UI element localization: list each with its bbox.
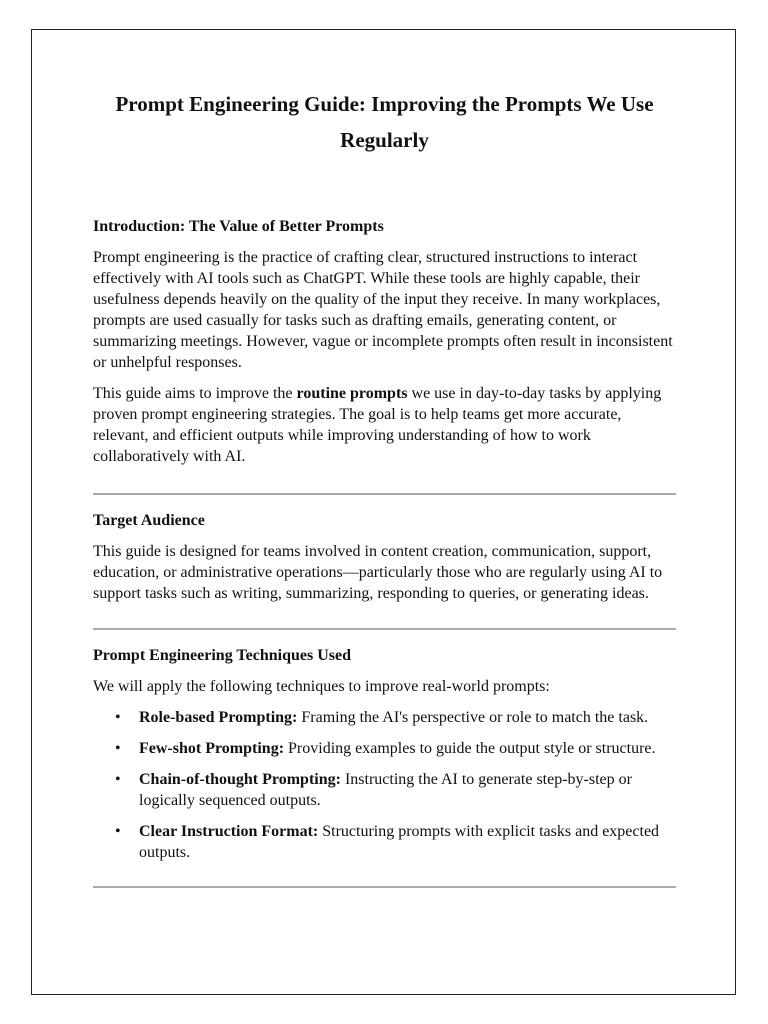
audience-paragraph: This guide is designed for teams involved in content creation, communication, support, education, or administrative operations—particularly those who are regularly using AI to support tasks such as writing, summarizing, responding to queries, or generating ideas. (93, 543, 663, 602)
technique-term: Clear Instruction Format: (139, 823, 319, 840)
list-item (93, 769, 676, 811)
list-item (93, 821, 676, 863)
bullet-icon: • (115, 771, 121, 788)
list-item (93, 707, 676, 728)
intro-p2-text-start: This guide aims to improve the (93, 385, 297, 402)
document-content (93, 86, 676, 888)
techniques-list (93, 707, 676, 863)
audience-heading: Target Audience (93, 512, 205, 529)
section-divider (93, 493, 676, 495)
intro-paragraph-1: Prompt engineering is the practice of crafting clear, structured instructions to interact effectively with AI tools such as ChatGPT. While these tools are highly capable, their usefulness depends heavily on the quality of the input they receive. In many workplaces, prompts are used casually for tasks such as drafting emails, generating content, or summarizing meetings. However, vague or incomplete prompts often result in inconsistent or unhelpful responses. (93, 249, 673, 371)
intro-paragraph-2 (93, 383, 676, 467)
intro-p2-bold: routine prompts (296, 385, 408, 402)
bullet-icon: • (115, 740, 121, 757)
technique-term: Chain-of-thought Prompting: (139, 771, 341, 788)
techniques-heading: Prompt Engineering Techniques Used (93, 647, 351, 664)
technique-term: Few-shot Prompting: (139, 740, 285, 757)
technique-description: Providing examples to guide the output style or structure. (284, 740, 656, 757)
techniques-intro: We will apply the following techniques to improve real-world prompts: (93, 678, 550, 695)
bullet-icon: • (115, 823, 121, 840)
intro-heading: Introduction: The Value of Better Prompts (93, 218, 384, 235)
section-divider (93, 886, 676, 888)
list-item (93, 738, 676, 759)
bullet-icon: • (115, 709, 121, 726)
technique-description: Framing the AI's perspective or role to match the task. (297, 709, 649, 726)
intro-p2-text-end: we use in day-to-day tasks by applying proven prompt engineering strategies. The goal is to help teams get more accurate, relevant, and efficient outputs while improving understanding of how to work collaboratively with AI. (93, 385, 662, 465)
technique-description: Instructing the AI to generate step-by-step or logically sequenced outputs. (139, 771, 632, 809)
section-divider (93, 628, 676, 630)
document-title: Prompt Engineering Guide: Improving the Prompts We Use Regularly (115, 92, 654, 152)
technique-term: Role-based Prompting: (139, 709, 298, 726)
technique-description: Structuring prompts with explicit tasks and expected outputs. (139, 823, 660, 861)
